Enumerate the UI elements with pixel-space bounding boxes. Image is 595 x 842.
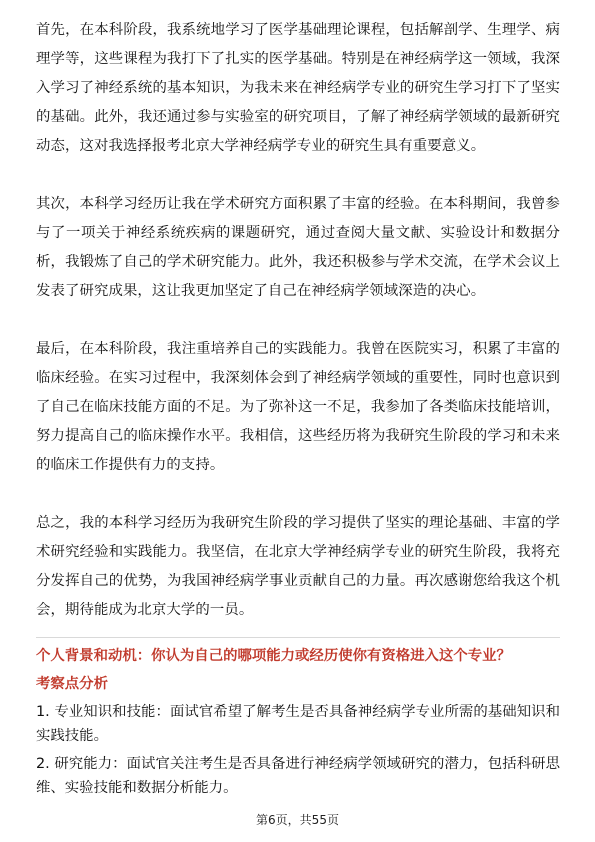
paragraph-2: 其次，本科学习经历让我在学术研究方面积累了丰富的经验。在本科期间，我曾参与了一项关于神经系统疾病的课题研究，通过查阅大量文献、实验设计和数据分析，我锻炼了自己的学术研究能力。此外，我还积极参与学术交流，在学术会议上发表了研究成果，这让我更加坚定了自己在神经病学领域深造的决心。 bbox=[36, 196, 560, 299]
paragraph-4: 总之，我的本科学习经历为我研究生阶段的学习提供了坚实的理论基础、丰富的学术研究经验和实践能力。我坚信，在北京大学神经病学专业的研究生阶段，我将充分发挥自己的优势，为我国神经病学事业贡献自己的力量。再次感谢您给我这个机会，期待能成为北京大学的一员。 bbox=[36, 515, 560, 618]
question-title: 个人背景和动机：你认为自己的哪项能力或经历使你有资格进入这个专业？ bbox=[36, 648, 511, 664]
analysis-title: 考察点分析 bbox=[36, 676, 108, 692]
body-content bbox=[36, 16, 560, 625]
list-item: 1. 专业知识和技能：面试官希望了解考生是否具备神经病学专业所需的基础知识和实践技能。 bbox=[36, 704, 560, 744]
paragraph-3: 最后，在本科阶段，我注重培养自己的实践能力。我曾在医院实习，积累了丰富的临床经验。在实习过程中，我深刻体会到了神经病学领域的重要性，同时也意识到了自己在临床技能方面的不足。为了弥补这一不足，我参加了各类临床技能培训，努力提高自己的临床操作水平。我相信，这些经历将为我研究生阶段的学习和未来的临床工作提供有力的支持。 bbox=[36, 341, 560, 473]
page-number: 第6页，共55页 bbox=[256, 813, 339, 827]
paragraph-gap bbox=[36, 306, 560, 335]
list-item: 2. 研究能力：面试官关注考生是否具备进行神经病学领域研究的潜力，包括科研思维、实验技能和数据分析能力。 bbox=[36, 756, 560, 796]
section-divider bbox=[36, 637, 560, 638]
paragraph-1: 首先，在本科阶段，我系统地学习了医学基础理论课程，包括解剖学、生理学、病理学等，这些课程为我打下了扎实的医学基础。特别是在神经病学这一领域，我深入学习了神经系统的基本知识，为我未来在神经病学专业的研究生学习打下了坚实的基础。此外，我还通过参与实验室的研究项目，了解了神经病学领域的最新研究动态，这对我选择报考北京大学神经病学专业的研究生具有重要意义。 bbox=[36, 22, 560, 154]
paragraph-gap bbox=[36, 480, 560, 509]
paragraph-gap bbox=[36, 161, 560, 190]
analysis-list bbox=[36, 700, 560, 804]
